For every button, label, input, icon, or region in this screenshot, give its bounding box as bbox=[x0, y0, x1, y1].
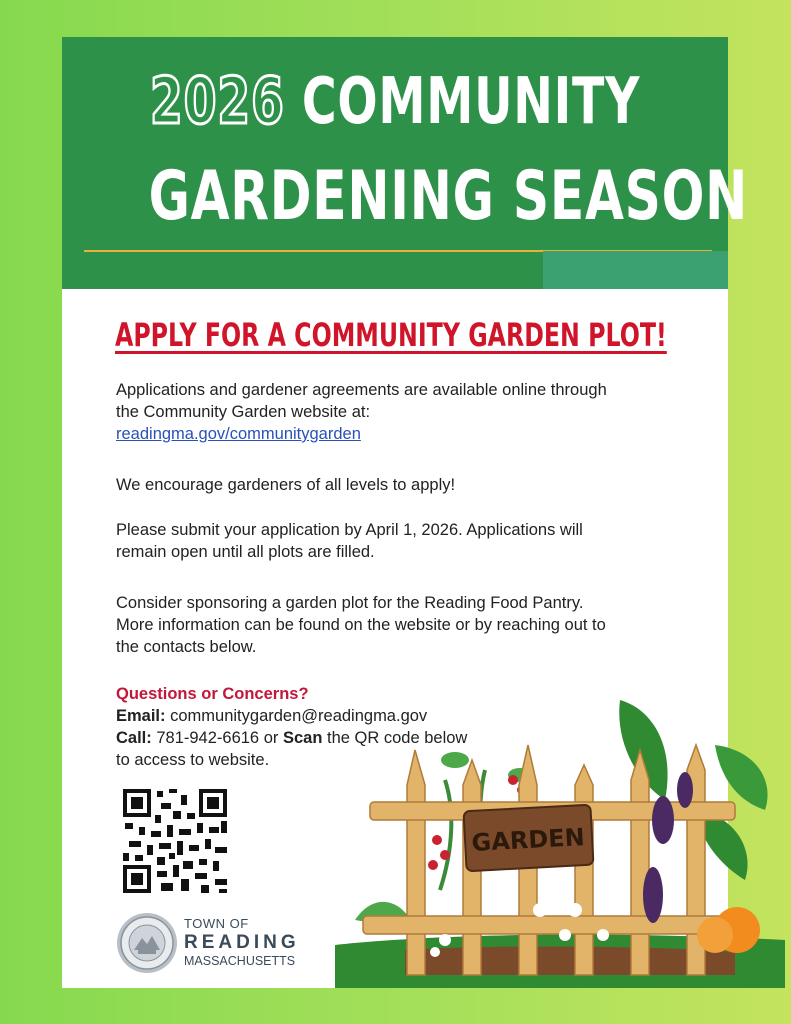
sponsor-line-3: the contacts below. bbox=[116, 638, 257, 656]
email-label: Email: bbox=[116, 707, 166, 725]
sponsor-line-1: Consider sponsoring a garden plot for the Reading Food Pantry. bbox=[116, 594, 584, 612]
qr-code-icon[interactable] bbox=[121, 787, 229, 895]
intro-paragraph bbox=[116, 379, 686, 445]
town-seal-icon bbox=[116, 912, 178, 974]
garden-fence-illustration bbox=[335, 690, 785, 988]
logo-town-of: TOWN OF bbox=[184, 916, 249, 931]
sponsor-paragraph bbox=[116, 592, 686, 658]
scan-text: the QR code below bbox=[327, 729, 468, 747]
intro-line-1: Applications and gardener agreements are available online through bbox=[116, 381, 607, 399]
title-year: 2026 bbox=[149, 65, 285, 139]
call-label: Call: bbox=[116, 729, 152, 747]
community-garden-link[interactable]: readingma.gov/communitygarden bbox=[116, 425, 361, 443]
website-access-line: to access to website. bbox=[116, 751, 270, 769]
apply-heading: APPLY FOR A COMMUNITY GARDEN PLOT! bbox=[115, 316, 667, 354]
deadline-line-2: remain open until all plots are filled. bbox=[116, 543, 375, 561]
email-value[interactable]: communitygarden@readingma.gov bbox=[170, 707, 428, 725]
logo-massachusetts: MASSACHUSETTS bbox=[184, 954, 296, 968]
deadline-paragraph bbox=[116, 519, 686, 563]
questions-heading: Questions or Concerns? bbox=[116, 685, 309, 703]
phone-value[interactable]: 781-942-6616 or bbox=[156, 729, 279, 747]
intro-line-2: the Community Garden website at: bbox=[116, 403, 371, 421]
header-banner bbox=[62, 37, 749, 289]
logo-reading: READING bbox=[184, 932, 300, 953]
title-line-1 bbox=[149, 65, 642, 139]
sponsor-line-2: More information can be found on the website or by reaching out to bbox=[116, 616, 606, 634]
header-accent-block bbox=[543, 251, 728, 289]
title-community: COMMUNITY bbox=[301, 65, 641, 139]
deadline-line-1: Please submit your application by April 1, 2026. Applications will bbox=[116, 521, 583, 539]
encourage-paragraph: We encourage gardeners of all levels to apply! bbox=[116, 476, 456, 494]
garden-sign-label: GARDEN bbox=[470, 823, 586, 857]
title-line-2: GARDENING SEASON bbox=[148, 157, 749, 236]
scan-label: Scan bbox=[282, 729, 323, 747]
